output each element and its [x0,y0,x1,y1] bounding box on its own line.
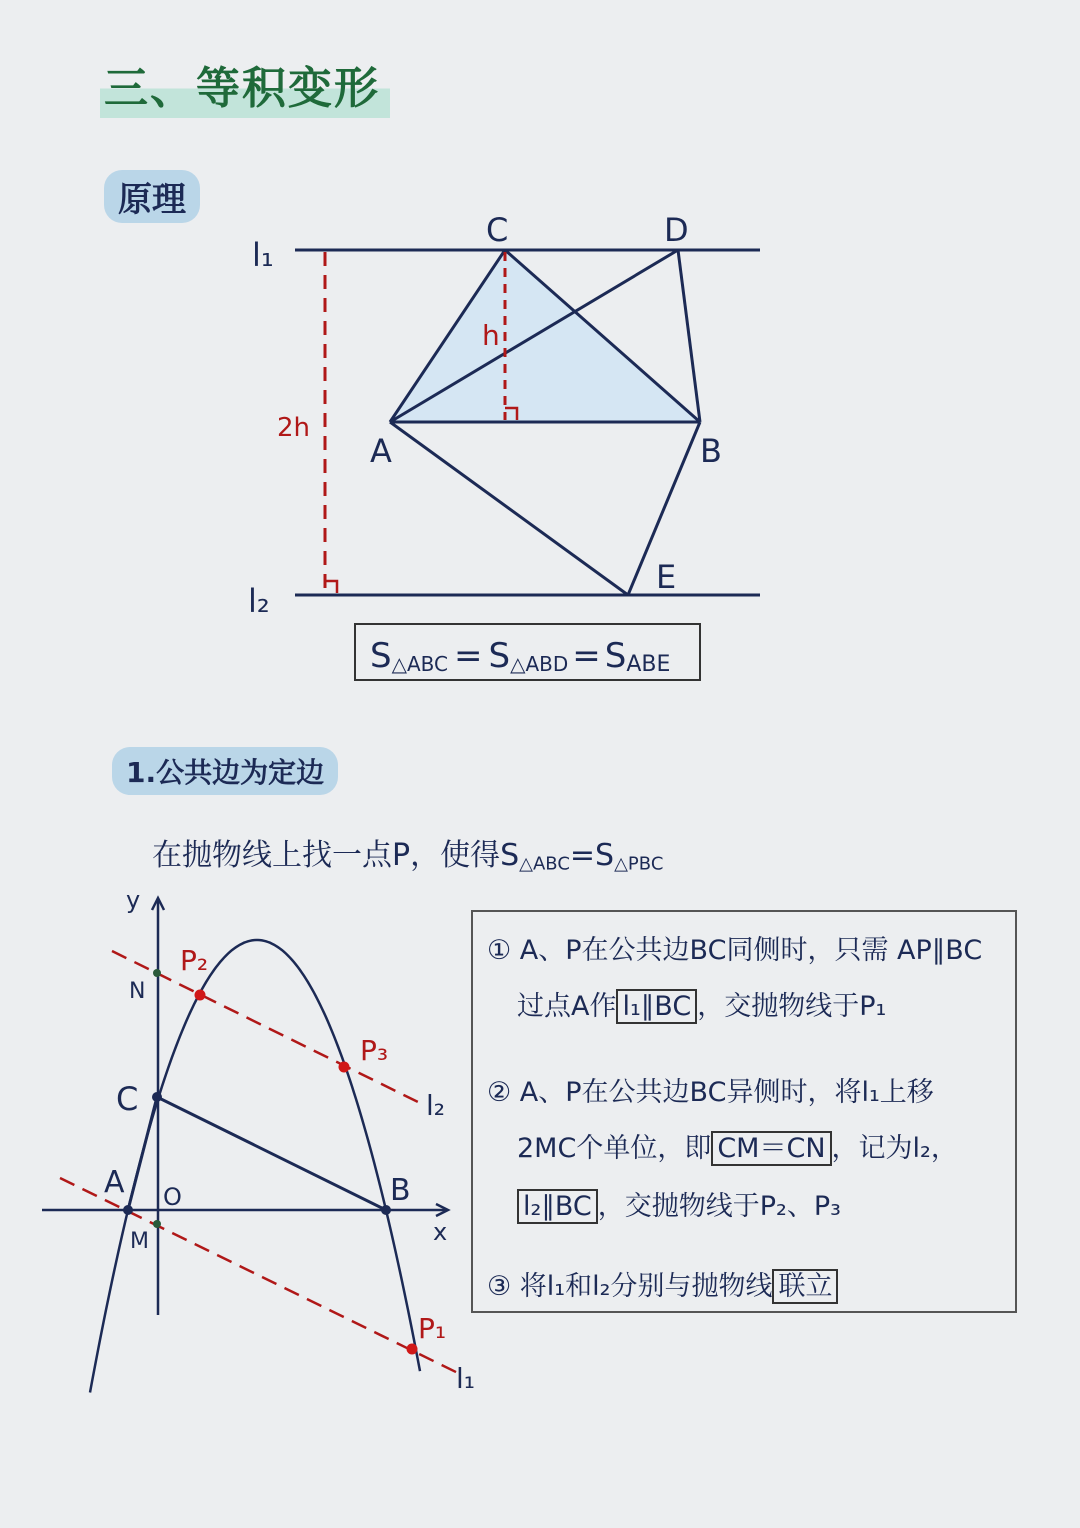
problem-t1: △ABC [519,853,570,875]
step-3 [487,1264,838,1303]
label-n: N [129,979,146,1004]
label-2h: 2h [277,413,311,443]
label-y-axis: y [126,886,141,914]
point-p3 [339,1062,350,1073]
label-x-axis: x [433,1218,448,1246]
problem-s1: S [500,838,520,873]
section-label-fixed-edge: 1.公共边为定边 [112,747,338,795]
point-m [153,1220,161,1228]
label-e: E [656,558,677,596]
point-a [123,1205,133,1215]
point-p2 [195,990,206,1001]
section-label-principle: 原理 [104,170,200,223]
step-2-line-3-post: ，交抛物线于P₂、P₃ [597,1191,841,1222]
step-1-line-2-pre: 过点A作 [517,991,617,1022]
label-p2: P₂ [180,944,209,977]
label-a: A [370,432,392,470]
label-p1: P₁ [418,1312,447,1345]
area-formula: S△ABC = S△ABD = SABE [370,636,671,677]
problem-t2: △PBC [614,853,664,875]
label-h: h [482,319,500,352]
label-m: M [130,1229,149,1254]
page-title: 三、等积变形 [100,52,390,118]
step-1-line-1: ① A、P在公共边BC同侧时，只需 AP∥BC [487,935,983,966]
method-box [471,910,1017,1313]
point-c [152,1092,162,1102]
step-3-pre: ③ 将l₁和l₂分别与抛物线 [487,1271,773,1302]
label-d: D [664,211,689,249]
point-n [153,969,161,977]
step-2-line-2 [517,1126,958,1165]
label-c: C [116,1080,139,1118]
label-b: B [700,432,722,470]
label-l1: l₁ [456,1362,476,1395]
step-3-box: 联立 [772,1269,838,1304]
step-2-line-2-post: ，记为l₂， [831,1133,958,1164]
step-1-line-2-post: ，交抛物线于P₁ [697,991,887,1022]
step-2-line-2-box: CM＝CN [711,1131,831,1166]
label-p3: P₃ [360,1034,389,1067]
segment-cb [157,1097,386,1210]
label-l2: l₂ [426,1089,446,1122]
label-c: C [486,211,509,249]
problem-s2: S [595,838,615,873]
label-origin: O [163,1183,182,1211]
step-1-line-2-box: l₁∥BC [616,989,697,1024]
step-1-line-2 [517,984,886,1023]
problem-eq: = [569,838,596,873]
problem-prefix: 在抛物线上找一点P，使得 [152,838,501,873]
step-2-line-3-box: l₂∥BC [517,1189,598,1224]
label-b: B [390,1173,411,1208]
step-2-line-2-pre: 2MC个单位，即 [517,1133,712,1164]
step-2-line-1: ② A、P在公共边BC异侧时，将l₁上移 [487,1077,934,1108]
label-l1: l₁ [252,236,274,274]
label-l2: l₂ [248,582,270,620]
label-a: A [104,1165,125,1200]
step-2-line-3 [517,1184,841,1223]
point-p1 [407,1344,418,1355]
